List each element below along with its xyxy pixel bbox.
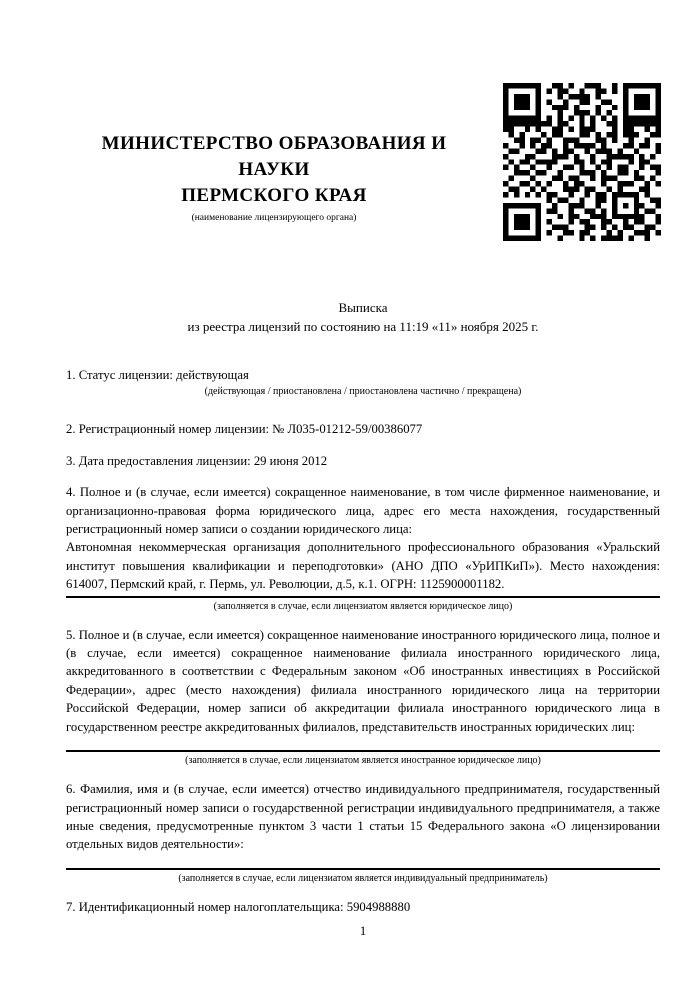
document-title — [66, 298, 660, 336]
legal-entity-caption: (заполняется в случае, если лицензиатом является юридическое лицо) — [213, 600, 513, 612]
status-options-caption: (действующая / приостановлена / приостановлена частично / прекращена) — [204, 386, 522, 398]
licensing-authority-caption: (наименование лицензирующего органа) — [191, 213, 357, 223]
blank-line — [66, 750, 660, 752]
foreign-entity-item — [66, 626, 660, 767]
ministry-header — [64, 131, 484, 223]
document-body — [66, 366, 660, 916]
qr-code-icon — [503, 83, 661, 241]
entrepreneur-item — [66, 780, 660, 885]
page-number: 1 — [359, 924, 367, 938]
entrepreneur-text: 6. Фамилия, имя и (в случае, если имеется) отчество индивидуального предпринимателя, государственный регистрационный номер записи о государственной регистрации индивидуального предпринимателя, а также иные сведения, предусмотренные пунктом 3 части 1 статьи 15 Федерального закона «О лицензировании отдельных видов деятельности»: — [66, 782, 660, 852]
document-title-line-1: Выписка — [338, 300, 388, 315]
foreign-entity-caption: (заполняется в случае, если лицензиатом является иностранное юридическое лицо) — [185, 755, 541, 767]
legal-entity-item — [66, 483, 660, 612]
ministry-name-line-1: МИНИСТЕРСТВО ОБРАЗОВАНИЯ И НАУКИ — [101, 133, 447, 180]
blank-line — [66, 868, 660, 870]
grant-date-item: 3. Дата предоставления лицензии: 29 июня 2012 — [66, 453, 328, 468]
legal-entity-intro: 4. Полное и (в случае, если имеется) сокращенное наименование, в том числе фирменное наименование, и организационно-правовая форма юридического лица, адрес его места нахождения, государственный регистрационный номер записи о создании юридического лица: — [66, 485, 660, 537]
legal-entity-value: Автономная некоммерческая организация дополнительного профессионального образования «Уральский институт повышения квалификации и переподготовки» (АНО ДПО «УрИПКиП»). Место нахождения: 614007, Пермский край, г. Пермь, ул. Революции, д.5, к.1. ОГРН: 1125900001182. — [66, 540, 660, 592]
blank-line — [66, 596, 660, 598]
license-status-text: 1. Статус лицензии: действующая — [66, 368, 249, 382]
document-title-line-2: из реестра лицензий по состоянию на 11:19 «11» ноября 2025 г. — [187, 319, 539, 334]
entrepreneur-caption: (заполняется в случае, если лицензиатом является индивидуальный предприниматель) — [178, 872, 548, 884]
registration-number-item: 2. Регистрационный номер лицензии: № Л035-01212-59/00386077 — [66, 422, 423, 437]
foreign-entity-text: 5. Полное и (в случае, если имеется) сокращенное наименование иностранного юридического лица, полное и (в случае, если имеется) сокращенное наименование филиала иностранного юридического лица, аккредитованного в соответствии с Федеральным законом «Об иностранных инвестициях в Российской Федерации», адрес (место нахождения) филиала иностранного юридического лица на территории Российской Федерации, номер записи об аккредитации филиала иностранного юридического лица в государственном реестре аккредитованных филиалов, представительств иностранных юридических лиц: — [66, 627, 660, 734]
taxpayer-id-item: 7. Идентификационный номер налогоплательщика: 5904988880 — [66, 899, 411, 914]
ministry-name-line-2: ПЕРМСКОГО КРАЯ — [181, 185, 367, 206]
license-status-item — [66, 366, 660, 398]
